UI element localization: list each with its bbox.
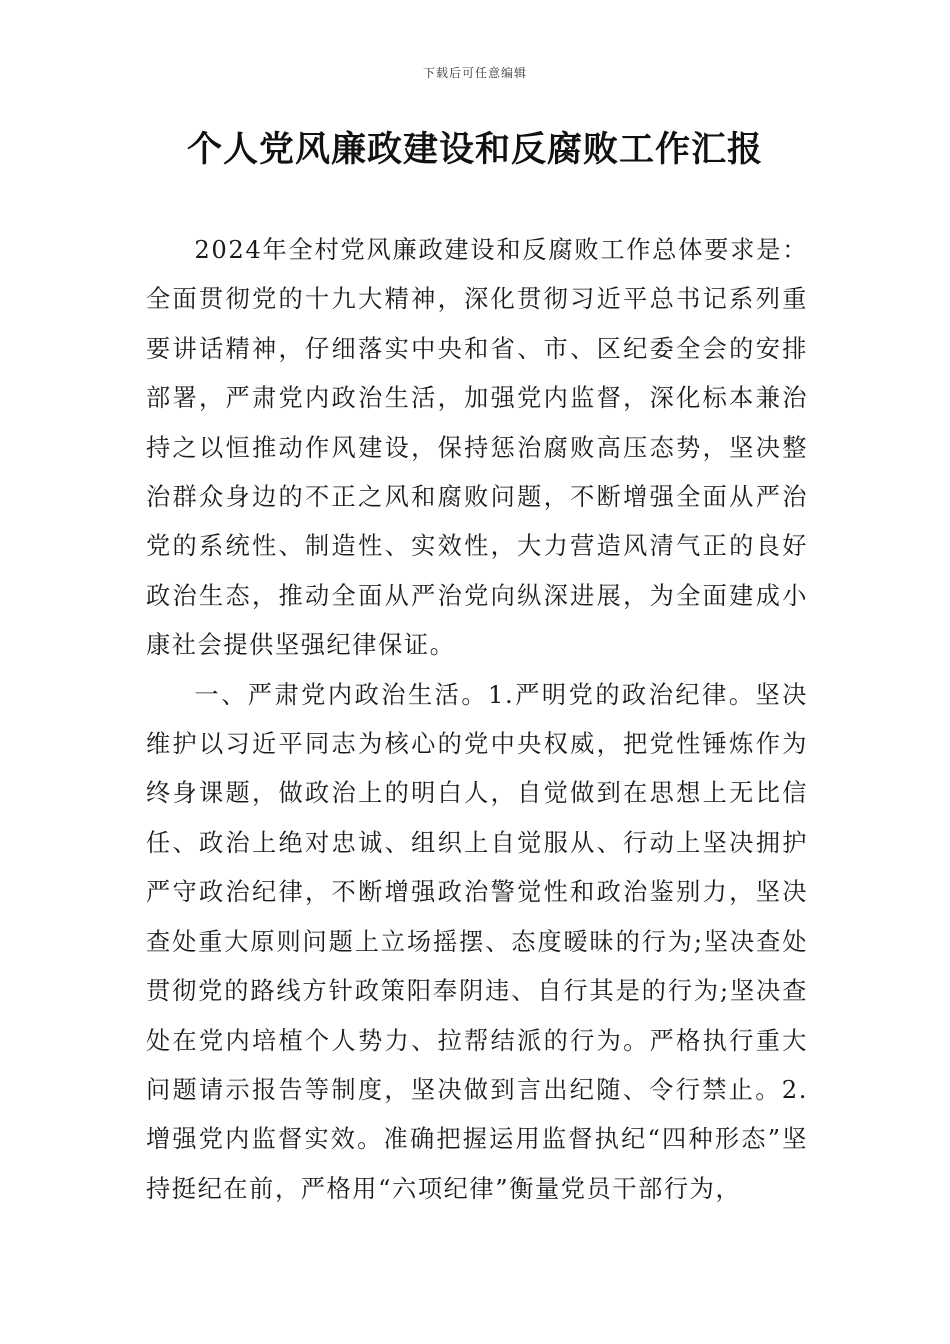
header-note: 下载后可任意编辑 bbox=[422, 66, 527, 80]
document-body bbox=[146, 226, 808, 1214]
paragraph: 2024年全村党风廉政建设和反腐败工作总体要求是：全面贯彻党的十九大精神，深化贯彻习近平总书记系列重要讲话精神，仔细落实中央和省、市、区纪委全会的安排部署，严肃党内政治生活，加强党内监督，深化标本兼治持之以恒推动作风建设，保持惩治腐败高压态势，坚决整治群众身边的不正之风和腐败问题，不断增强全面从严治党的系统性、制造性、实效性，大力营造风清气正的良好政治生态，推动全面从严治党向纵深进展，为全面建成小康社会提供坚强纪律保证。 bbox=[146, 236, 808, 660]
document-title: 个人党风廉政建设和反腐败工作汇报 bbox=[186, 130, 763, 170]
paragraph: 一、严肃党内政治生活。1.严明党的政治纪律。坚决维护以习近平同志为核心的党中央权威，把党性锤炼作为终身课题，做政治上的明白人，自觉做到在思想上无比信任、政治上绝对忠诚、组织上自觉服从、行动上坚决拥护严守政治纪律，不断增强政治警觉性和政治鉴别力，坚决查处重大原则问题上立场摇摆、态度暧昧的行为;坚决查处贯彻党的路线方针政策阳奉阴违、自行其是的行为;坚决查处在党内培植个人势力、拉帮结派的行为。严格执行重大问题请示报告等制度，坚决做到言出纪随、令行禁止。2.增强党内监督实效。准确把握运用监督执纪“四种形态”坚持挺纪在前，严格用“六项纪律”衡量党员干部行为， bbox=[146, 680, 808, 1203]
